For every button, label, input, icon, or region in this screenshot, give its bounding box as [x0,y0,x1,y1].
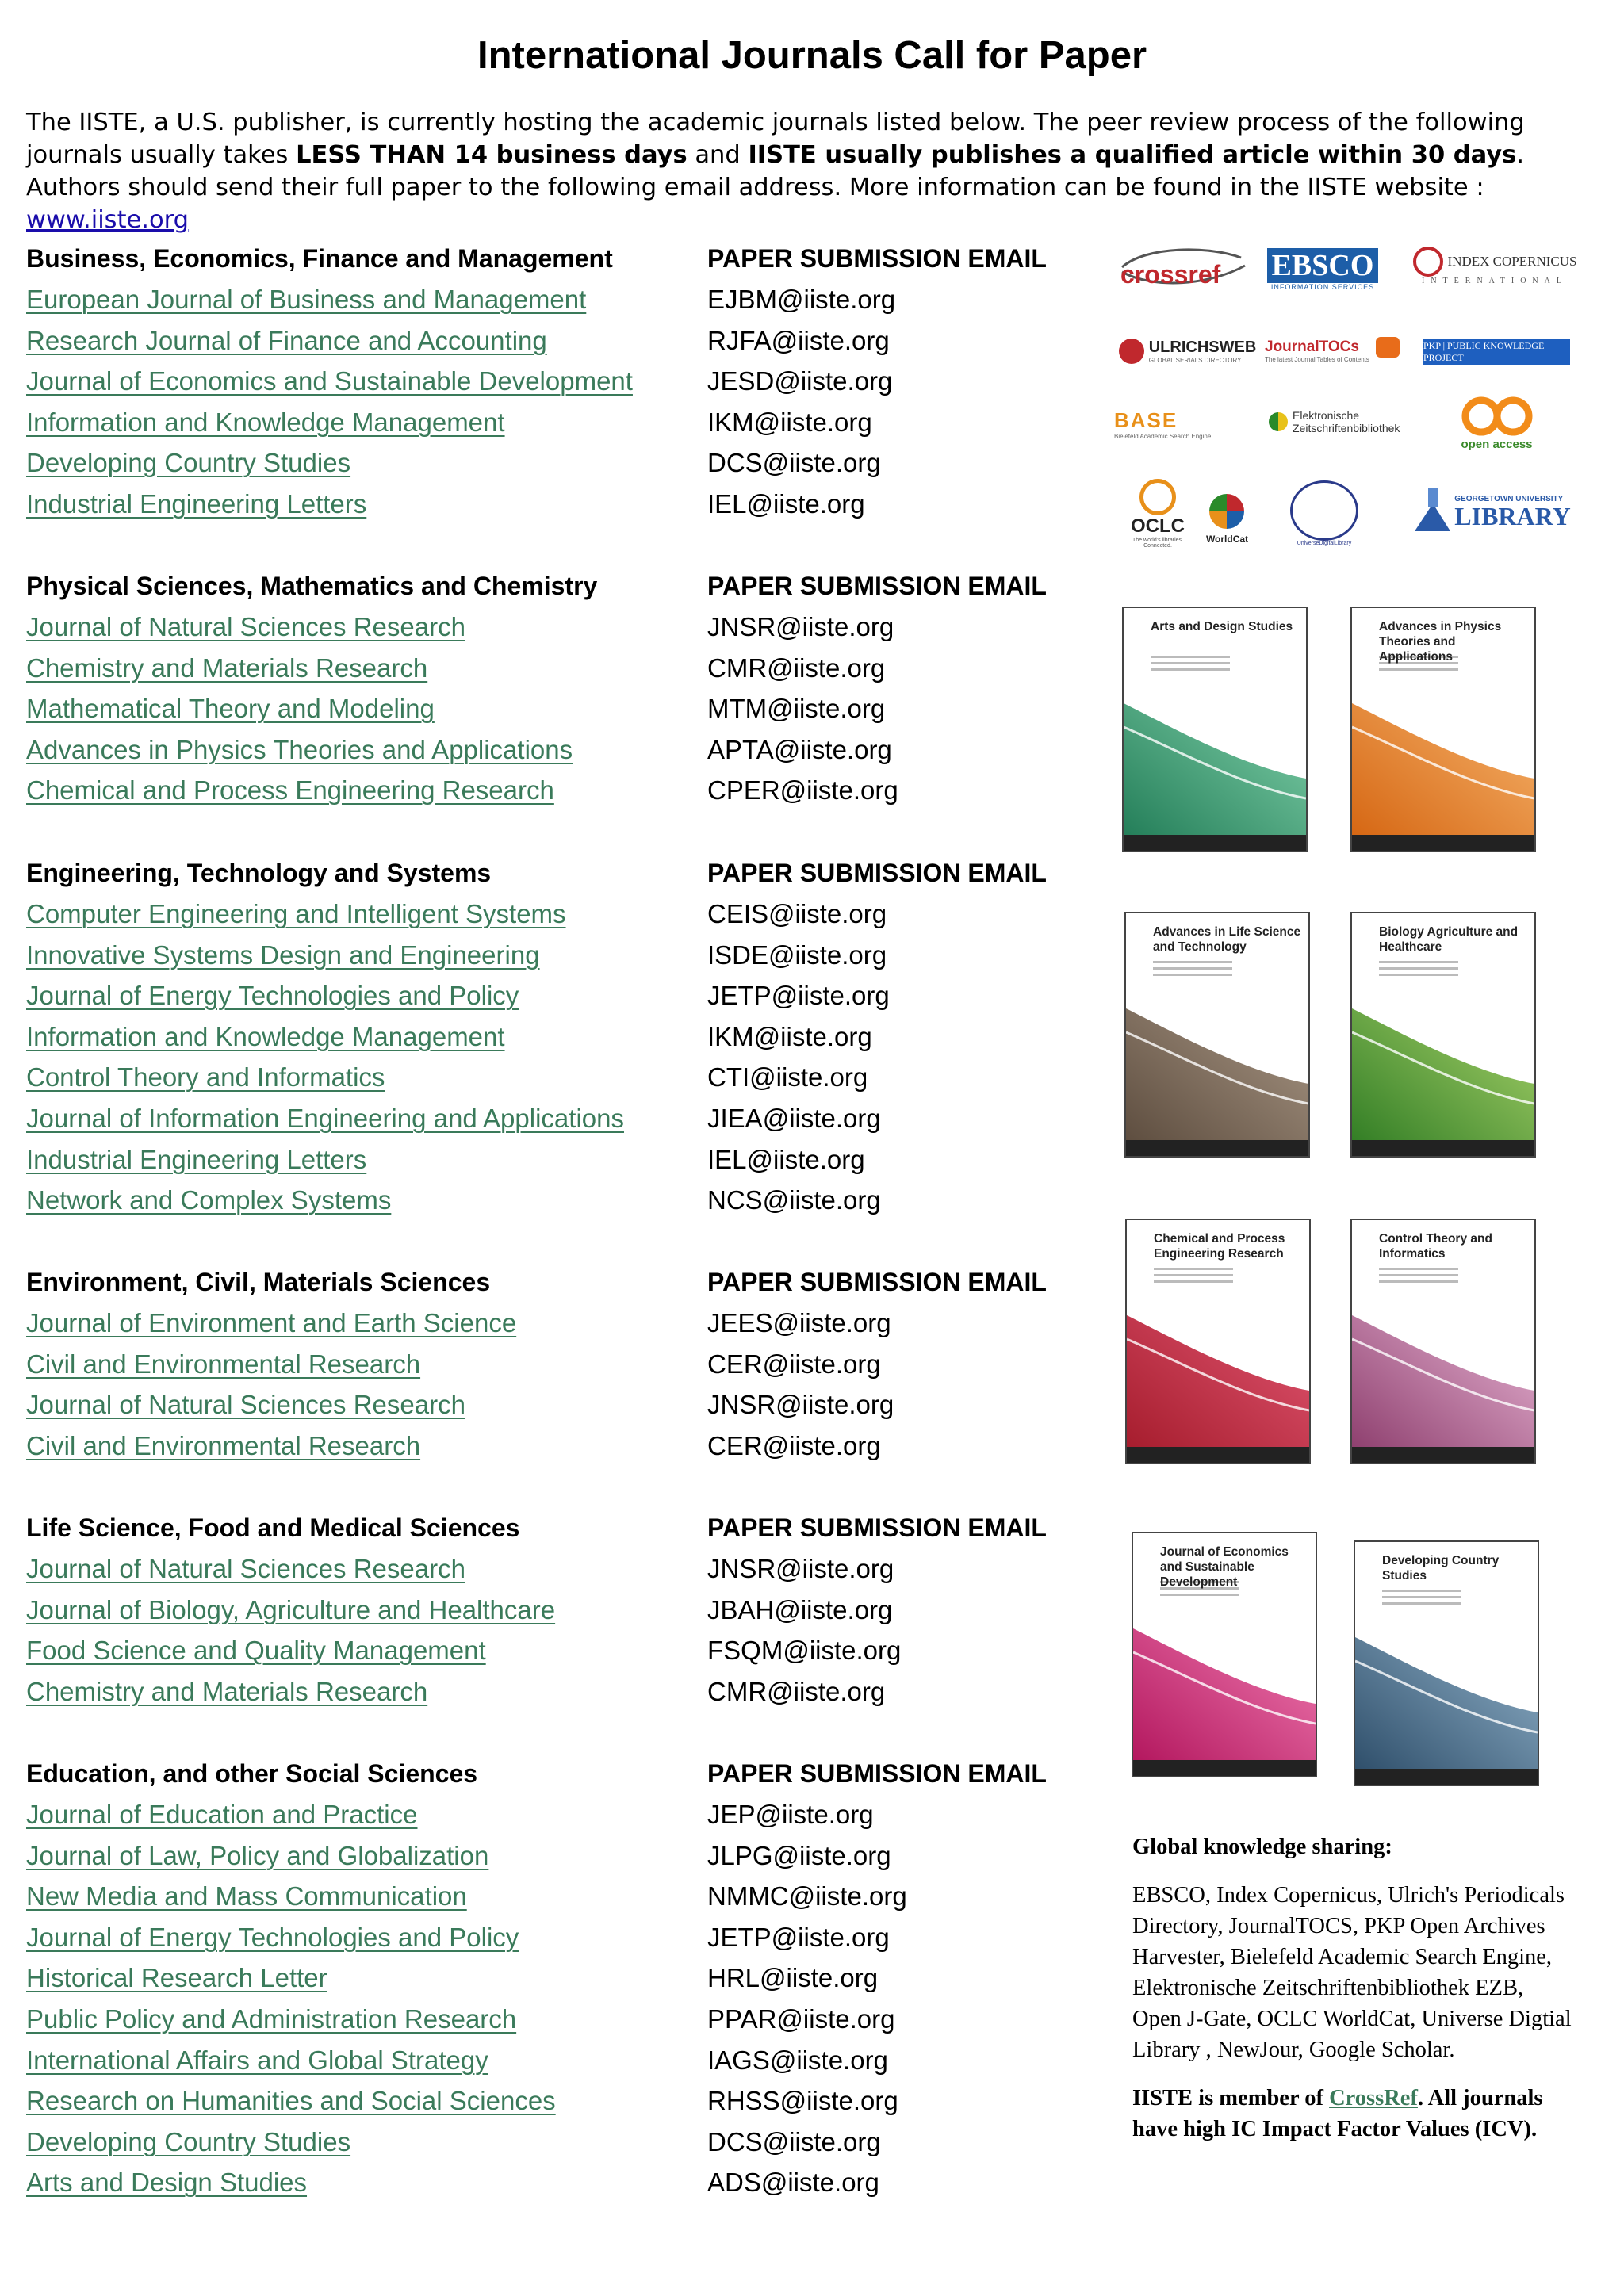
section-header [26,565,1073,607]
journal-row [26,1548,1073,1590]
journal-link[interactable]: Industrial Engineering Letters [26,488,367,519]
journaltocs-sub: The latest Journal Tables of Contents [1265,356,1369,363]
georgetown-library-text: LIBRARY [1454,501,1571,530]
journal-link[interactable]: Advances in Physics Theories and Applications [26,734,573,764]
journal-row [26,729,1073,771]
intro-text-3: . Authors should send their full paper to the following email address. More information can be found in the IISTE website : [26,141,1525,201]
journal-link[interactable]: Information and Knowledge Management [26,1021,505,1051]
open-access-icon [1457,394,1537,438]
journal-link[interactable]: Journal of Natural Sciences Research [26,1390,465,1420]
journal-link[interactable]: Chemistry and Materials Research [26,652,428,683]
knowledge-sharing-box [1132,1831,1576,2145]
journal-row [26,361,1073,402]
section-header [26,1261,1073,1303]
worldcat-icon [1205,490,1249,534]
journal-row [26,894,1073,935]
cover-lines [1382,1590,1461,1609]
journal-cover [1122,607,1308,852]
journal-email: IKM@iiste.org [707,407,872,437]
journal-email: JESD@iiste.org [707,366,893,396]
ezb-logo [1269,406,1415,438]
oclc-text: OCLC [1131,515,1185,537]
journal-email: CMR@iiste.org [707,652,886,683]
section-title: Engineering, Technology and Systems [26,859,492,887]
journal-row [26,1917,1073,1958]
journal-email: PPAR@iiste.org [707,2003,895,2034]
cover-title: Advances in Physics Theories and Applications [1379,620,1502,664]
journal-email: FSQM@iiste.org [707,1636,902,1666]
website-link[interactable]: www.iiste.org [26,206,190,234]
journal-row [26,1344,1073,1385]
journal-email: IEL@iiste.org [707,488,865,519]
journal-row [26,1057,1073,1098]
georgetown-text: GEORGETOWN UNIVERSITY [1454,494,1564,503]
cover-title: Advances in Life Science and Technology [1153,925,1301,954]
cover-lines [1154,1268,1233,1287]
journaltocs-text: JournalTOCs [1265,339,1359,355]
journal-link[interactable]: Journal of Economics and Sustainable Development [26,366,633,396]
journaltocs-icon [1376,337,1400,358]
journal-link[interactable]: Public Policy and Administration Research [26,2003,517,2034]
knowledge-body: EBSCO, Index Copernicus, Ulrich's Periodicals Directory, JournalTOCS, PKP Open Archives Harvester, Bielefeld Academic Search Engine, Elektronische Zeitschriftenbibliothek EZB, Open J-Gate, OCLC WorldCat, Universe Digtial Library , NewJour, Google Scholar. [1132,1883,1572,2062]
journal-link[interactable]: Food Science and Quality Management [26,1636,486,1666]
journal-email: JEP@iiste.org [707,1800,874,1829]
journal-link[interactable]: Computer Engineering and Intelligent Systems [26,899,566,928]
oclc-icon [1139,479,1176,515]
journal-cover [1132,1532,1317,1777]
journal-row [26,442,1073,484]
worldcat-text: WorldCat [1205,533,1249,545]
index-copernicus-logo [1408,244,1582,288]
ebsco-sub: INFORMATION SERVICES [1270,283,1375,291]
journal-email: JNSR@iiste.org [707,612,894,641]
member-post: . All journals have high IC Impact Factor Values (ICV). [1132,2086,1543,2141]
journal-link[interactable]: Research on Humanities and Social Sciences [26,2086,556,2116]
cover-title: Journal of Economics and Sustainable Development [1160,1545,1289,1589]
journal-row [26,1590,1073,1631]
journal-email: CMR@iiste.org [707,1676,886,1706]
crossref-logo [1114,242,1253,293]
georgetown-building-icon [1411,484,1454,539]
journal-cover [1354,1540,1539,1786]
journal-cover [1350,607,1536,852]
journal-email: JEES@iiste.org [707,1308,891,1337]
journal-link[interactable]: Chemical and Process Engineering Research [26,775,554,806]
intro-text-2: and [687,141,749,169]
journal-email: CER@iiste.org [707,1349,881,1379]
crossref-text: crossref [1120,260,1221,289]
journal-row [26,402,1073,443]
crossref-link[interactable]: CrossRef [1329,2086,1418,2110]
journal-row [26,1999,1073,2040]
copernicus-text: INDEX COPERNICUS [1447,254,1577,269]
oclc-sub: The world's libraries. Connected. [1132,537,1183,549]
email-column-header: PAPER SUBMISSION EMAIL [707,1759,1047,1788]
intro-text-1: The IISTE, a U.S. publisher, is currently hosting the academic journals listed below. The peer review process of the following journals usually takes [26,109,1525,169]
member-pre: IISTE is member of [1132,2086,1330,2110]
section-header [26,238,1073,279]
journal-link[interactable]: Journal of Biology, Agriculture and Healthcare [26,1594,556,1624]
cover-art [1124,608,1306,851]
journal-link[interactable]: Industrial Engineering Letters [26,1144,367,1174]
ulrichs-icon [1119,339,1144,364]
journal-row [26,2162,1073,2203]
journal-row [26,1957,1073,1999]
journal-link[interactable]: Journal of Environment and Earth Science [26,1308,517,1337]
journal-email: JLPG@iiste.org [707,1840,891,1870]
section-title: Life Science, Food and Medical Sciences [26,1513,520,1542]
journal-email: APTA@iiste.org [707,734,892,764]
journal-link[interactable]: Historical Research Letter [26,1963,327,1993]
cover-lines [1151,656,1230,675]
email-column-header: PAPER SUBMISSION EMAIL [707,859,1047,887]
cover-title: Control Theory and Informatics [1379,1232,1492,1261]
pkp-logo: PKP | PUBLIC KNOWLEDGE PROJECT [1423,339,1570,365]
journal-row [26,1180,1073,1221]
crossref-membership [1132,2083,1576,2145]
journal-link[interactable]: Research Journal of Finance and Accounting [26,325,547,355]
cover-title: Arts and Design Studies [1151,620,1293,633]
journal-row [26,607,1073,648]
section-title: Education, and other Social Sciences [26,1759,478,1788]
journal-email: ADS@iiste.org [707,2168,879,2198]
udl-seal-icon [1290,480,1358,541]
journal-row [26,688,1073,729]
journal-row [26,1425,1073,1467]
journal-cover [1350,1219,1536,1464]
journal-link[interactable]: International Affairs and Global Strategy [26,2045,488,2075]
journal-section [26,852,1073,1221]
journal-row [26,770,1073,811]
journal-link[interactable]: Developing Country Studies [26,2126,351,2156]
section-title: Business, Economics, Finance and Management [26,244,613,273]
journal-row [26,484,1073,525]
journal-email: JNSR@iiste.org [707,1554,894,1583]
journal-email: JIEA@iiste.org [707,1103,881,1133]
base-sub: Bielefeld Academic Search Engine [1114,433,1212,440]
cover-lines [1153,961,1232,980]
cover-title: Biology Agriculture and Healthcare [1379,925,1519,954]
journal-email: JNSR@iiste.org [707,1390,894,1420]
journal-link[interactable]: Information and Knowledge Management [26,407,505,437]
knowledge-heading: Global knowledge sharing: [1132,1835,1392,1859]
journal-link[interactable]: Journal of Natural Sciences Research [26,612,465,641]
georgetown-library-logo [1408,480,1574,543]
journal-cover [1350,912,1536,1158]
journal-row [26,1303,1073,1344]
udl-text: UniverseDigitalLibrary [1297,541,1352,546]
journal-link[interactable]: Civil and Environmental Research [26,1430,421,1460]
journal-email: ISDE@iiste.org [707,939,887,970]
journal-section [26,1507,1073,1712]
page-title: International Journals Call for Paper [477,34,1147,77]
journal-link[interactable]: Journal of Education and Practice [26,1800,418,1829]
journal-row [26,648,1073,689]
copernicus-sub: INTERNATIONAL [1422,277,1568,285]
journal-email: CER@iiste.org [707,1430,881,1460]
ebsco-text: EBSCO [1267,248,1379,283]
journal-email: MTM@iiste.org [707,694,886,724]
journal-link[interactable]: Civil and Environmental Research [26,1349,421,1379]
journal-email: JETP@iiste.org [707,981,890,1011]
journal-row [26,935,1073,976]
journal-email: NCS@iiste.org [707,1185,881,1215]
journal-cover [1124,912,1310,1158]
journal-link[interactable]: Chemistry and Materials Research [26,1676,428,1706]
journal-section [26,1753,1073,2203]
intro-paragraph [26,106,1604,236]
intro-bold-2: IISTE usually publishes a qualified article within 30 days [748,141,1517,169]
section-header [26,1753,1073,1794]
journal-email: IKM@iiste.org [707,1021,872,1051]
email-column-header: PAPER SUBMISSION EMAIL [707,244,1047,273]
ebsco-logo [1266,246,1379,293]
journal-row [26,975,1073,1016]
intro-bold-1: LESS THAN 14 business days [296,141,688,169]
cover-lines [1379,1268,1458,1287]
journal-link[interactable]: Journal of Natural Sciences Research [26,1554,465,1583]
journal-link[interactable]: Control Theory and Informatics [26,1062,385,1093]
cover-title: Developing Country Studies [1382,1554,1500,1582]
ezb-icon [1269,412,1288,431]
open-access-text: open access [1461,437,1533,451]
email-column-header: PAPER SUBMISSION EMAIL [707,1513,1047,1542]
journal-row [26,1794,1073,1835]
journal-email: RHSS@iiste.org [707,2086,898,2116]
journal-link[interactable]: Journal of Law, Policy and Globalization [26,1840,489,1870]
journal-email: IEL@iiste.org [707,1144,865,1174]
cover-lines [1379,961,1458,980]
journal-email: CEIS@iiste.org [707,899,887,928]
ulrichsweb-logo [1114,333,1261,369]
journal-link[interactable]: Mathematical Theory and Modeling [26,694,435,724]
journal-row [26,320,1073,362]
journal-section [26,238,1073,525]
section-title: Environment, Civil, Materials Sciences [26,1268,491,1296]
journal-email: HRL@iiste.org [707,1963,879,1993]
ezb-text: Elektronische Zeitschriftenbibliothek [1293,409,1400,434]
journal-row [26,1139,1073,1181]
journal-email: IAGS@iiste.org [707,2045,888,2075]
journal-link[interactable]: Journal of Energy Technologies and Policy [26,1922,519,1952]
base-text: BASE [1114,408,1178,432]
cover-title: Chemical and Process Engineering Research [1154,1232,1285,1261]
open-access-logo [1455,388,1538,456]
section-header [26,1507,1073,1548]
journal-link[interactable]: Network and Complex Systems [26,1185,392,1215]
journal-email: CPER@iiste.org [707,775,898,806]
section-title: Physical Sciences, Mathematics and Chemistry [26,572,598,600]
journal-section [26,565,1073,811]
journal-link[interactable]: Journal of Information Engineering and Applications [26,1103,624,1133]
journal-cover [1125,1219,1311,1464]
journal-email: JETP@iiste.org [707,1922,890,1952]
journal-row [26,2122,1073,2163]
journal-link[interactable]: Innovative Systems Design and Engineering [26,939,540,970]
journal-row [26,1876,1073,1917]
journal-row [26,279,1073,320]
worldcat-logo [1197,485,1257,549]
journal-row [26,2080,1073,2122]
journal-email: NMMC@iiste.org [707,1881,907,1911]
section-header [26,852,1073,894]
journal-link[interactable]: Arts and Design Studies [26,2168,308,2198]
email-column-header: PAPER SUBMISSION EMAIL [707,1268,1047,1296]
journal-link[interactable]: European Journal of Business and Management [26,285,587,314]
base-logo [1114,404,1257,444]
journal-email: JBAH@iiste.org [707,1594,893,1624]
journal-email: DCS@iiste.org [707,448,881,478]
journal-row [26,1098,1073,1139]
journal-link[interactable]: Journal of Energy Technologies and Policy [26,981,519,1011]
journal-row [26,1384,1073,1425]
journal-email: DCS@iiste.org [707,2126,881,2156]
oclc-logo [1114,476,1201,551]
ulrichs-text: ULRICHSWEB [1148,338,1257,356]
journal-link[interactable]: New Media and Mass Communication [26,1881,467,1911]
email-column-header: PAPER SUBMISSION EMAIL [707,572,1047,600]
journal-row [26,2040,1073,2081]
journal-link[interactable]: Developing Country Studies [26,448,351,478]
journal-row [26,1835,1073,1877]
journal-row [26,1671,1073,1712]
copernicus-icon [1413,247,1443,277]
journal-row [26,1016,1073,1058]
universe-digital-library-logo [1281,476,1368,551]
journal-email: EJBM@iiste.org [707,285,896,314]
journal-email: RJFA@iiste.org [707,325,890,355]
journal-row [26,1630,1073,1671]
journal-section [26,1261,1073,1466]
ulrichs-sub: GLOBAL SERIALS DIRECTORY [1148,356,1242,364]
journal-email: CTI@iiste.org [707,1062,868,1093]
